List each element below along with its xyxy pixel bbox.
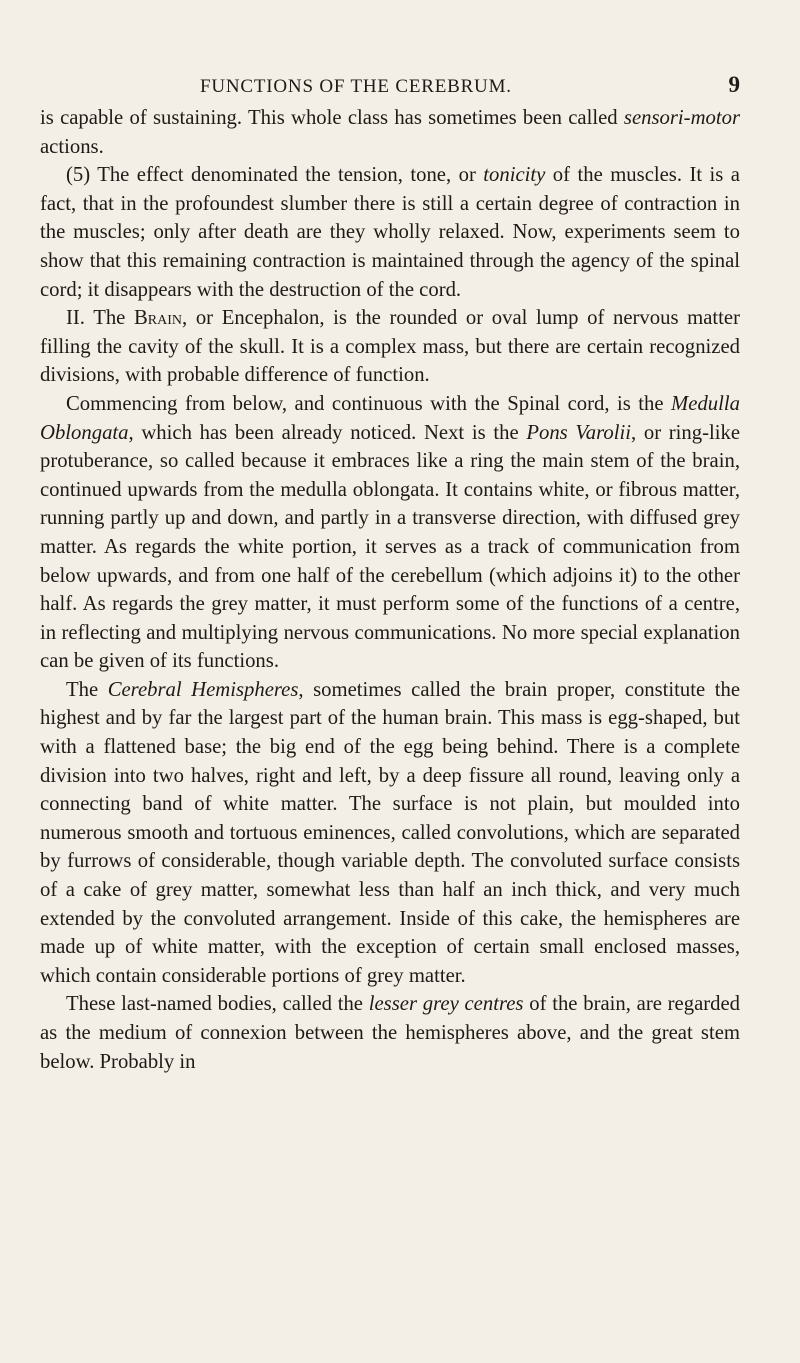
italic-term: Cerebral Hemispheres	[107, 678, 299, 701]
body-text	[40, 104, 740, 1076]
text-run: II. The	[66, 307, 134, 330]
text-run: , which has been already noticed. Next is the	[128, 421, 527, 444]
text-run: (5) The effect denominated the tension, tone, or	[66, 164, 484, 187]
text-run: actions.	[40, 135, 104, 158]
paragraph	[40, 990, 740, 1076]
book-page	[40, 58, 740, 1076]
text-run: , sometimes called the brain proper, constitute the highest and by far the largest part of the human brain. This mass is egg-shaped, but with a flattened base; the big end of the egg being behind. There is a complete division into two halves, right and left, by a deep fissure all round, leaving only a connecting band of white matter. The surface is not plain, but moulded into numerous smooth and tortuous eminences, called convolutions, which are separated by furrows of considerable, though variable depth. The convoluted surface consists of a cake of grey matter, somewhat less than half an inch thick, and very much extended by the convoluted arrangement. Inside of this cake, the hemispheres are made up of white matter, with the exception of certain small enclosed masses, which contain considerable portions of grey matter.	[40, 678, 740, 987]
small-caps-term: Brain	[134, 307, 183, 330]
paragraph	[40, 304, 740, 390]
text-run: is capable of sustaining. This whole class has sometimes been called	[40, 107, 624, 129]
italic-term: sensori-motor	[623, 107, 740, 129]
paragraph	[40, 676, 740, 991]
paragraph	[40, 390, 740, 676]
paragraph	[40, 104, 740, 161]
text-run: The	[66, 678, 108, 701]
italic-term: Medulla Oblongata	[40, 392, 740, 444]
text-run: , or Encephalon, is the rounded or oval lump of nervous matter filling the cavity of the skull. It is a complex mass, but there are certain recognized divisions, with probable difference of function.	[40, 307, 740, 387]
italic-term: Pons Varolii	[526, 421, 631, 444]
italic-term: lesser grey centres	[368, 993, 524, 1016]
text-run: These last-named bodies, called the	[66, 993, 369, 1016]
paragraph	[40, 161, 740, 304]
page-number: 9	[728, 72, 740, 97]
text-run: Commencing from below, and continuous with the Spinal cord, is the	[66, 392, 672, 415]
running-title: FUNCTIONS OF THE CEREBRUM.	[200, 76, 512, 97]
page-header	[40, 58, 740, 98]
text-run: , or ring-like protuberance, so called because it embraces like a ring the main stem of the brain, continued upwards from the medulla oblongata. It contains white, or fibrous matter, running partly up and down, and partly in a transverse direction, with diffused grey matter. As regards the white portion, it serves as a track of communication from below upwards, and from one half of the cerebellum (which adjoins it) to the other half. As regards the grey matter, it must perform some of the functions of a centre, in reflecting and multiplying nervous communications. No more special explanation can be given of its functions.	[40, 421, 741, 673]
text-run: of the brain, are regarded as the medium of connexion between the hemispheres above, and the great stem below. Probably in	[40, 993, 741, 1073]
italic-term: tonicity	[483, 164, 546, 187]
text-run: of the muscles. It is a fact, that in the profoundest slumber there is still a certain degree of contraction in the muscles; only after death are they wholly relaxed. Now, experiments seem to show that this remaining contraction is maintained through the agency of the spinal cord; it disappears with the destruction of the cord.	[40, 164, 740, 301]
